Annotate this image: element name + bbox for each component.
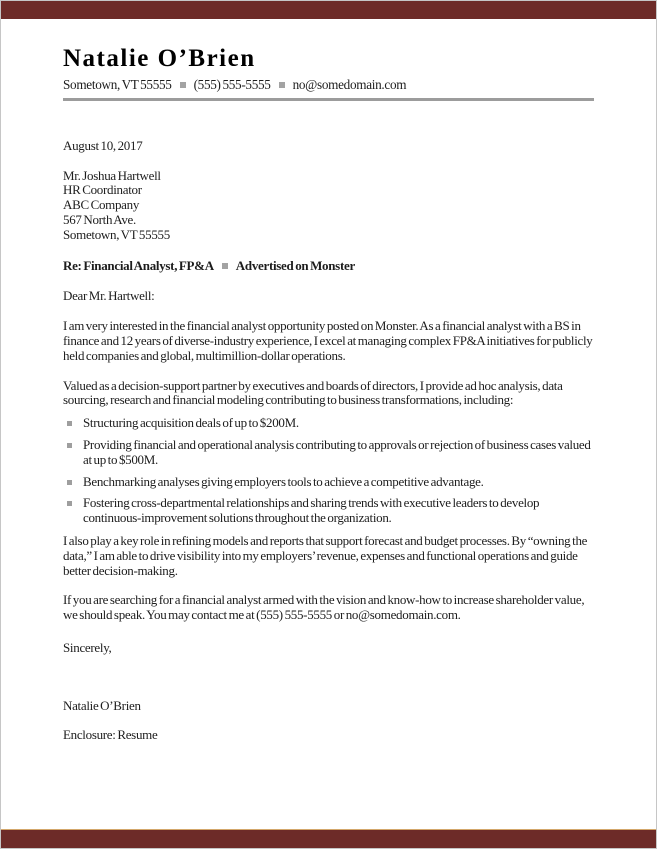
recipient-title: HR Coordinator xyxy=(63,182,142,198)
list-item xyxy=(63,416,594,431)
enclosure-note: Enclosure: Resume xyxy=(63,726,158,742)
contact-line xyxy=(63,78,594,93)
salutation: Dear Mr. Hartwell: xyxy=(63,288,155,304)
separator-square-icon xyxy=(222,263,228,269)
letter-content xyxy=(1,45,656,742)
signoff: Sincerely, xyxy=(63,639,112,655)
subject-position: Re: Financial Analyst, FP&A xyxy=(63,257,214,273)
list-item-text: Fostering cross-departmental relationships and sharing trends with executive leaders to develop continuous-improvement solutions throughout the organization. xyxy=(83,495,540,526)
letter-date: August 10, 2017 xyxy=(63,137,143,153)
recipient-street: 567 North Ave. xyxy=(63,211,136,227)
list-item xyxy=(63,438,594,468)
subject-source: Advertised on Monster xyxy=(235,257,355,273)
list-item-text: Providing financial and operational analysis contributing to approvals or rejection of business cases valued at up to $500M. xyxy=(83,436,591,467)
list-item-text: Structuring acquisition deals of up to $200M. xyxy=(83,415,299,431)
top-frame-bar xyxy=(1,1,656,19)
paragraph-intro: I am very interested in the financial analyst opportunity posted on Monster. As a financial analyst with a BS in finance and 12 years of diverse-industry experience, I excel at managing complex FP&A initiatives for publicly held companies and global, multimillion-dollar operations. xyxy=(63,318,593,363)
header-divider-rule xyxy=(63,98,594,101)
bullet-square-icon xyxy=(67,480,72,485)
recipient-company: ABC Company xyxy=(63,197,140,213)
separator-square-icon xyxy=(180,82,186,88)
bullet-square-icon xyxy=(67,501,72,506)
sender-phone: (555) 555-5555 xyxy=(193,77,271,92)
recipient-block xyxy=(63,169,594,243)
separator-square-icon xyxy=(279,82,285,88)
paragraph-closing: If you are searching for a financial analyst armed with the vision and know-how to increase shareholder value, we should speak. You may contact me at (555) 555-5555 or no@somedomain.com. xyxy=(63,592,585,623)
bullet-square-icon xyxy=(67,421,72,426)
list-item xyxy=(63,496,594,526)
paragraph-role: I also play a key role in refining models and reports that support forecast and budget processes. By “owning the data,” I am able to drive visibility into my employers’ revenue, expenses and functional operations and guide better decision-making. xyxy=(63,532,588,578)
list-item xyxy=(63,475,594,490)
sender-name: Natalie O’Brien xyxy=(63,45,256,72)
sender-location: Sometown, VT 55555 xyxy=(63,77,172,92)
letter-header xyxy=(63,45,594,101)
list-item-text: Benchmarking analyses giving employers tools to achieve a competitive advantage. xyxy=(83,473,484,489)
accomplishment-list xyxy=(63,416,594,526)
paragraph-value: Valued as a decision-support partner by executives and boards of directors, I provide ad hoc analysis, data sourcing, research and financial modeling contributing to business transformations, including: xyxy=(63,377,563,408)
bottom-frame-bar xyxy=(1,829,656,848)
bullet-square-icon xyxy=(67,443,72,448)
sender-email: no@somedomain.com xyxy=(292,77,407,92)
recipient-name: Mr. Joshua Hartwell xyxy=(63,167,161,183)
signature-name: Natalie O’Brien xyxy=(63,697,141,713)
recipient-city: Sometown, VT 55555 xyxy=(63,226,170,242)
subject-line xyxy=(63,259,594,274)
